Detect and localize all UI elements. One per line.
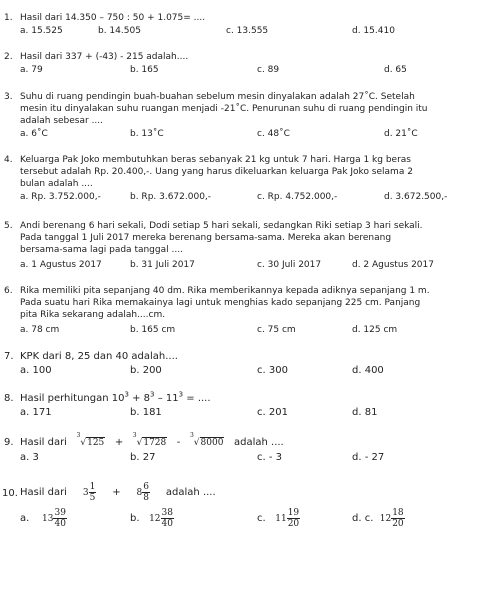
option-d[interactable]: d. 21˚C [384, 129, 418, 139]
stem-text: adalah .... [165, 487, 216, 498]
question-stem-line: Rika memiliki pita sepanjang 40 dm. Rika memberikannya kepada adiknya sepanjang 1 m. [20, 286, 430, 296]
operator: - [176, 437, 181, 448]
exponent: 3 [150, 390, 155, 399]
option-b[interactable]: b. Rp. 3.672.000,- [130, 192, 212, 202]
option-d[interactable]: d. - 27 [352, 452, 385, 463]
question-stem: KPK dari 8, 25 dan 40 adalah.... [20, 351, 178, 362]
option-c[interactable]: c. 30 Juli 2017 [257, 260, 322, 270]
question-stem: Hasil dari 14.350 – 750 : 50 + 1.075= .... [20, 13, 206, 23]
question-stem-line: Pada tanggal 1 Juli 2017 mereka berenang bersama-sama. Mereka akan berenang [20, 233, 392, 243]
option-c[interactable]: c. 13.555 [226, 26, 269, 36]
option-c[interactable]: c. 48˚C [257, 129, 290, 139]
option-a[interactable]: a. 3 [20, 452, 39, 463]
option-b[interactable]: b. 200 [130, 365, 162, 376]
stem-text: Hasil dari [20, 487, 67, 498]
option-d[interactable]: d. 3.672.500,- [384, 192, 448, 202]
question-number: 9. [4, 437, 14, 448]
question-stem-line: Andi berenang 6 hari sekali, Dodi setiap 5 hari sekali, sedangkan Riki setiap 3 hari sekali. [20, 221, 423, 231]
option-d[interactable]: d. 81 [352, 407, 378, 418]
option-d[interactable]: d. 65 [384, 65, 407, 75]
option-c[interactable]: c. - 3 [257, 452, 283, 463]
question-stem-line: mesin itu dinyalakan suhu ruangan menjadi -21˚C. Penurunan suhu di ruang pendingin itu [20, 104, 428, 114]
option-a[interactable]: a. 79 [20, 65, 43, 75]
question-number: 5. [4, 221, 13, 231]
option-b[interactable]: b. 14.505 [98, 26, 141, 36]
exponent: 3 [178, 390, 184, 399]
question-number: 4. [4, 155, 13, 165]
question-number: 1. [4, 13, 13, 23]
cube-root: $^3$√1728 [132, 432, 167, 448]
option-b[interactable]: b. 31 Juli 2017 [130, 260, 195, 270]
option-c[interactable]: c. 89 [257, 65, 280, 75]
option-a[interactable]: a. 15.525 [20, 26, 63, 36]
operator: + [112, 487, 121, 498]
question-stem-line: bersama-sama lagi pada tanggal .... [20, 245, 183, 255]
option-b[interactable]: b. 13˚C [130, 129, 164, 139]
question-stem: Hasil dari 337 + (-43) - 215 adalah.... [20, 52, 189, 62]
question-stem [20, 432, 466, 450]
option-a[interactable]: a. Rp. 3.752.000,- [20, 192, 101, 202]
option-d[interactable]: d. 2 Agustus 2017 [352, 260, 434, 270]
operator: + [114, 437, 124, 448]
mixed-number: 8 $\frac{6}{8}$ [136, 482, 150, 503]
option-b[interactable]: b. 27 [130, 452, 156, 463]
option-d[interactable]: d. 400 [352, 365, 384, 376]
question-number: 2. [4, 52, 13, 62]
option-a[interactable]: a. 6˚C [20, 129, 48, 139]
question-stem [20, 482, 466, 503]
stem-text: – 11 [154, 393, 179, 404]
option-b[interactable]: b. 165 [130, 65, 159, 75]
stem-text: + 8 [128, 393, 151, 404]
question-number: 7. [4, 351, 14, 362]
option-a[interactable]: a. 100 [20, 365, 52, 376]
option-a[interactable]: a. 13 $\frac{39}{40}$ [20, 508, 66, 529]
option-b[interactable]: b. 181 [130, 407, 162, 418]
option-b[interactable]: b. 12 $\frac{38}{40}$ [130, 508, 173, 529]
cube-root: $^3$√125 [76, 432, 105, 448]
mixed-number: 3 $\frac{1}{5}$ [82, 482, 96, 503]
option-a[interactable]: a. 78 cm [20, 325, 60, 335]
question-stem-line: Pada suatu hari Rika memakainya lagi untuk menghias kado sepanjang 225 cm. Panjang [20, 298, 421, 308]
question-stem [20, 392, 466, 406]
option-c[interactable]: c. Rp. 4.752.000,- [257, 192, 338, 202]
question-stem-line: Suhu di ruang pendingin buah-buahan sebelum mesin dinyalakan adalah 27˚C. Setelah [20, 92, 415, 102]
question-stem-line: adalah sebesar .... [20, 116, 104, 126]
option-a[interactable]: a. 1 Agustus 2017 [20, 260, 102, 270]
cube-root: $^3$√8000 [189, 432, 224, 448]
option-c[interactable]: c. 201 [257, 407, 288, 418]
option-a[interactable]: a. 171 [20, 407, 52, 418]
option-d[interactable]: d. 125 cm [352, 325, 398, 335]
question-number: 6. [4, 286, 13, 296]
stem-text: Hasil perhitungan 10 [20, 393, 125, 404]
question-stem-line: tersebut adalah Rp. 20.400,-. Uang yang harus dikeluarkan keluarga Pak Joko selama 2 [20, 167, 413, 177]
option-d[interactable]: d. 15.410 [352, 26, 395, 36]
question-stem-line: bulan adalah .... [20, 179, 93, 189]
stem-text: Hasil dari [20, 437, 67, 448]
option-b[interactable]: b. 165 cm [130, 325, 176, 335]
question-stem-line: pita Rika sekarang adalah....cm. [20, 310, 166, 320]
exponent: 3 [124, 390, 129, 399]
question-number: 10. [2, 488, 18, 499]
option-c[interactable]: c. 11 $\frac{19}{20}$ [257, 508, 300, 529]
stem-text: = .... [183, 393, 211, 404]
stem-text: adalah .... [233, 437, 284, 448]
question-number: 3. [4, 92, 13, 102]
option-c[interactable]: c. 75 cm [257, 325, 296, 335]
option-c[interactable]: c. 300 [257, 365, 288, 376]
question-number: 8. [4, 393, 14, 404]
question-stem-line: Keluarga Pak Joko membutuhkan beras sebanyak 21 kg untuk 7 hari. Harga 1 kg beras [20, 155, 411, 165]
option-d[interactable]: d. c. 12 $\frac{18}{20}$ [352, 508, 404, 529]
